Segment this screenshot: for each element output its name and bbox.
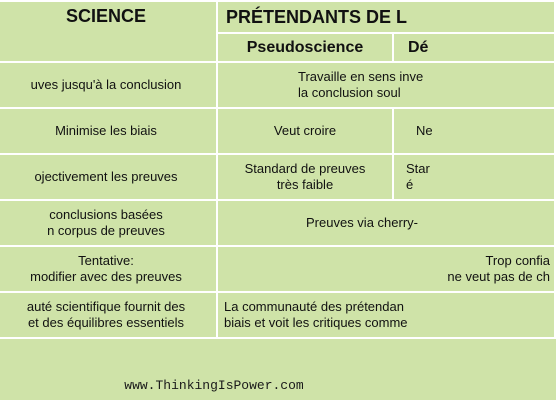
third-cell: Star é: [393, 154, 555, 200]
pseudo-cell: Standard de preuves très faible: [217, 154, 393, 200]
science-cell: Minimise les biais: [0, 108, 217, 154]
science-cell: Tentative: modifier avec des preuves: [0, 246, 217, 292]
pseudo-cell: Veut croire: [217, 108, 393, 154]
table-row: [0, 200, 555, 246]
science-cell: auté scientifique fournit des et des équilibres essentiels: [0, 292, 217, 338]
pseudo-cell: Preuves via cherry-: [217, 200, 555, 246]
third-cell: Ne: [393, 108, 555, 154]
science-cell: uves jusqu'à la conclusion: [0, 62, 217, 108]
website-footer: www.ThinkingIsPower.com: [124, 378, 304, 393]
third-column-header: Dé: [393, 33, 555, 62]
pseudo-cell: Travaille en sens inve la conclusion soul: [217, 62, 555, 108]
table-row: [0, 292, 555, 338]
table-row: [0, 108, 555, 154]
table-row: [0, 154, 555, 200]
pretendants-header: PRÉTENDANTS DE L: [217, 1, 555, 33]
pseudoscience-header: Pseudoscience: [217, 33, 393, 62]
table-row: [0, 62, 555, 108]
table-row: [0, 246, 555, 292]
pseudo-cell: Trop confia ne veut pas de ch: [217, 246, 555, 292]
science-cell: conclusions basées n corpus de preuves: [0, 200, 217, 246]
science-cell: ojectivement les preuves: [0, 154, 217, 200]
pseudo-cell: La communauté des prétendan biais et voit les critiques comme: [217, 292, 555, 338]
science-header: SCIENCE: [0, 1, 217, 62]
